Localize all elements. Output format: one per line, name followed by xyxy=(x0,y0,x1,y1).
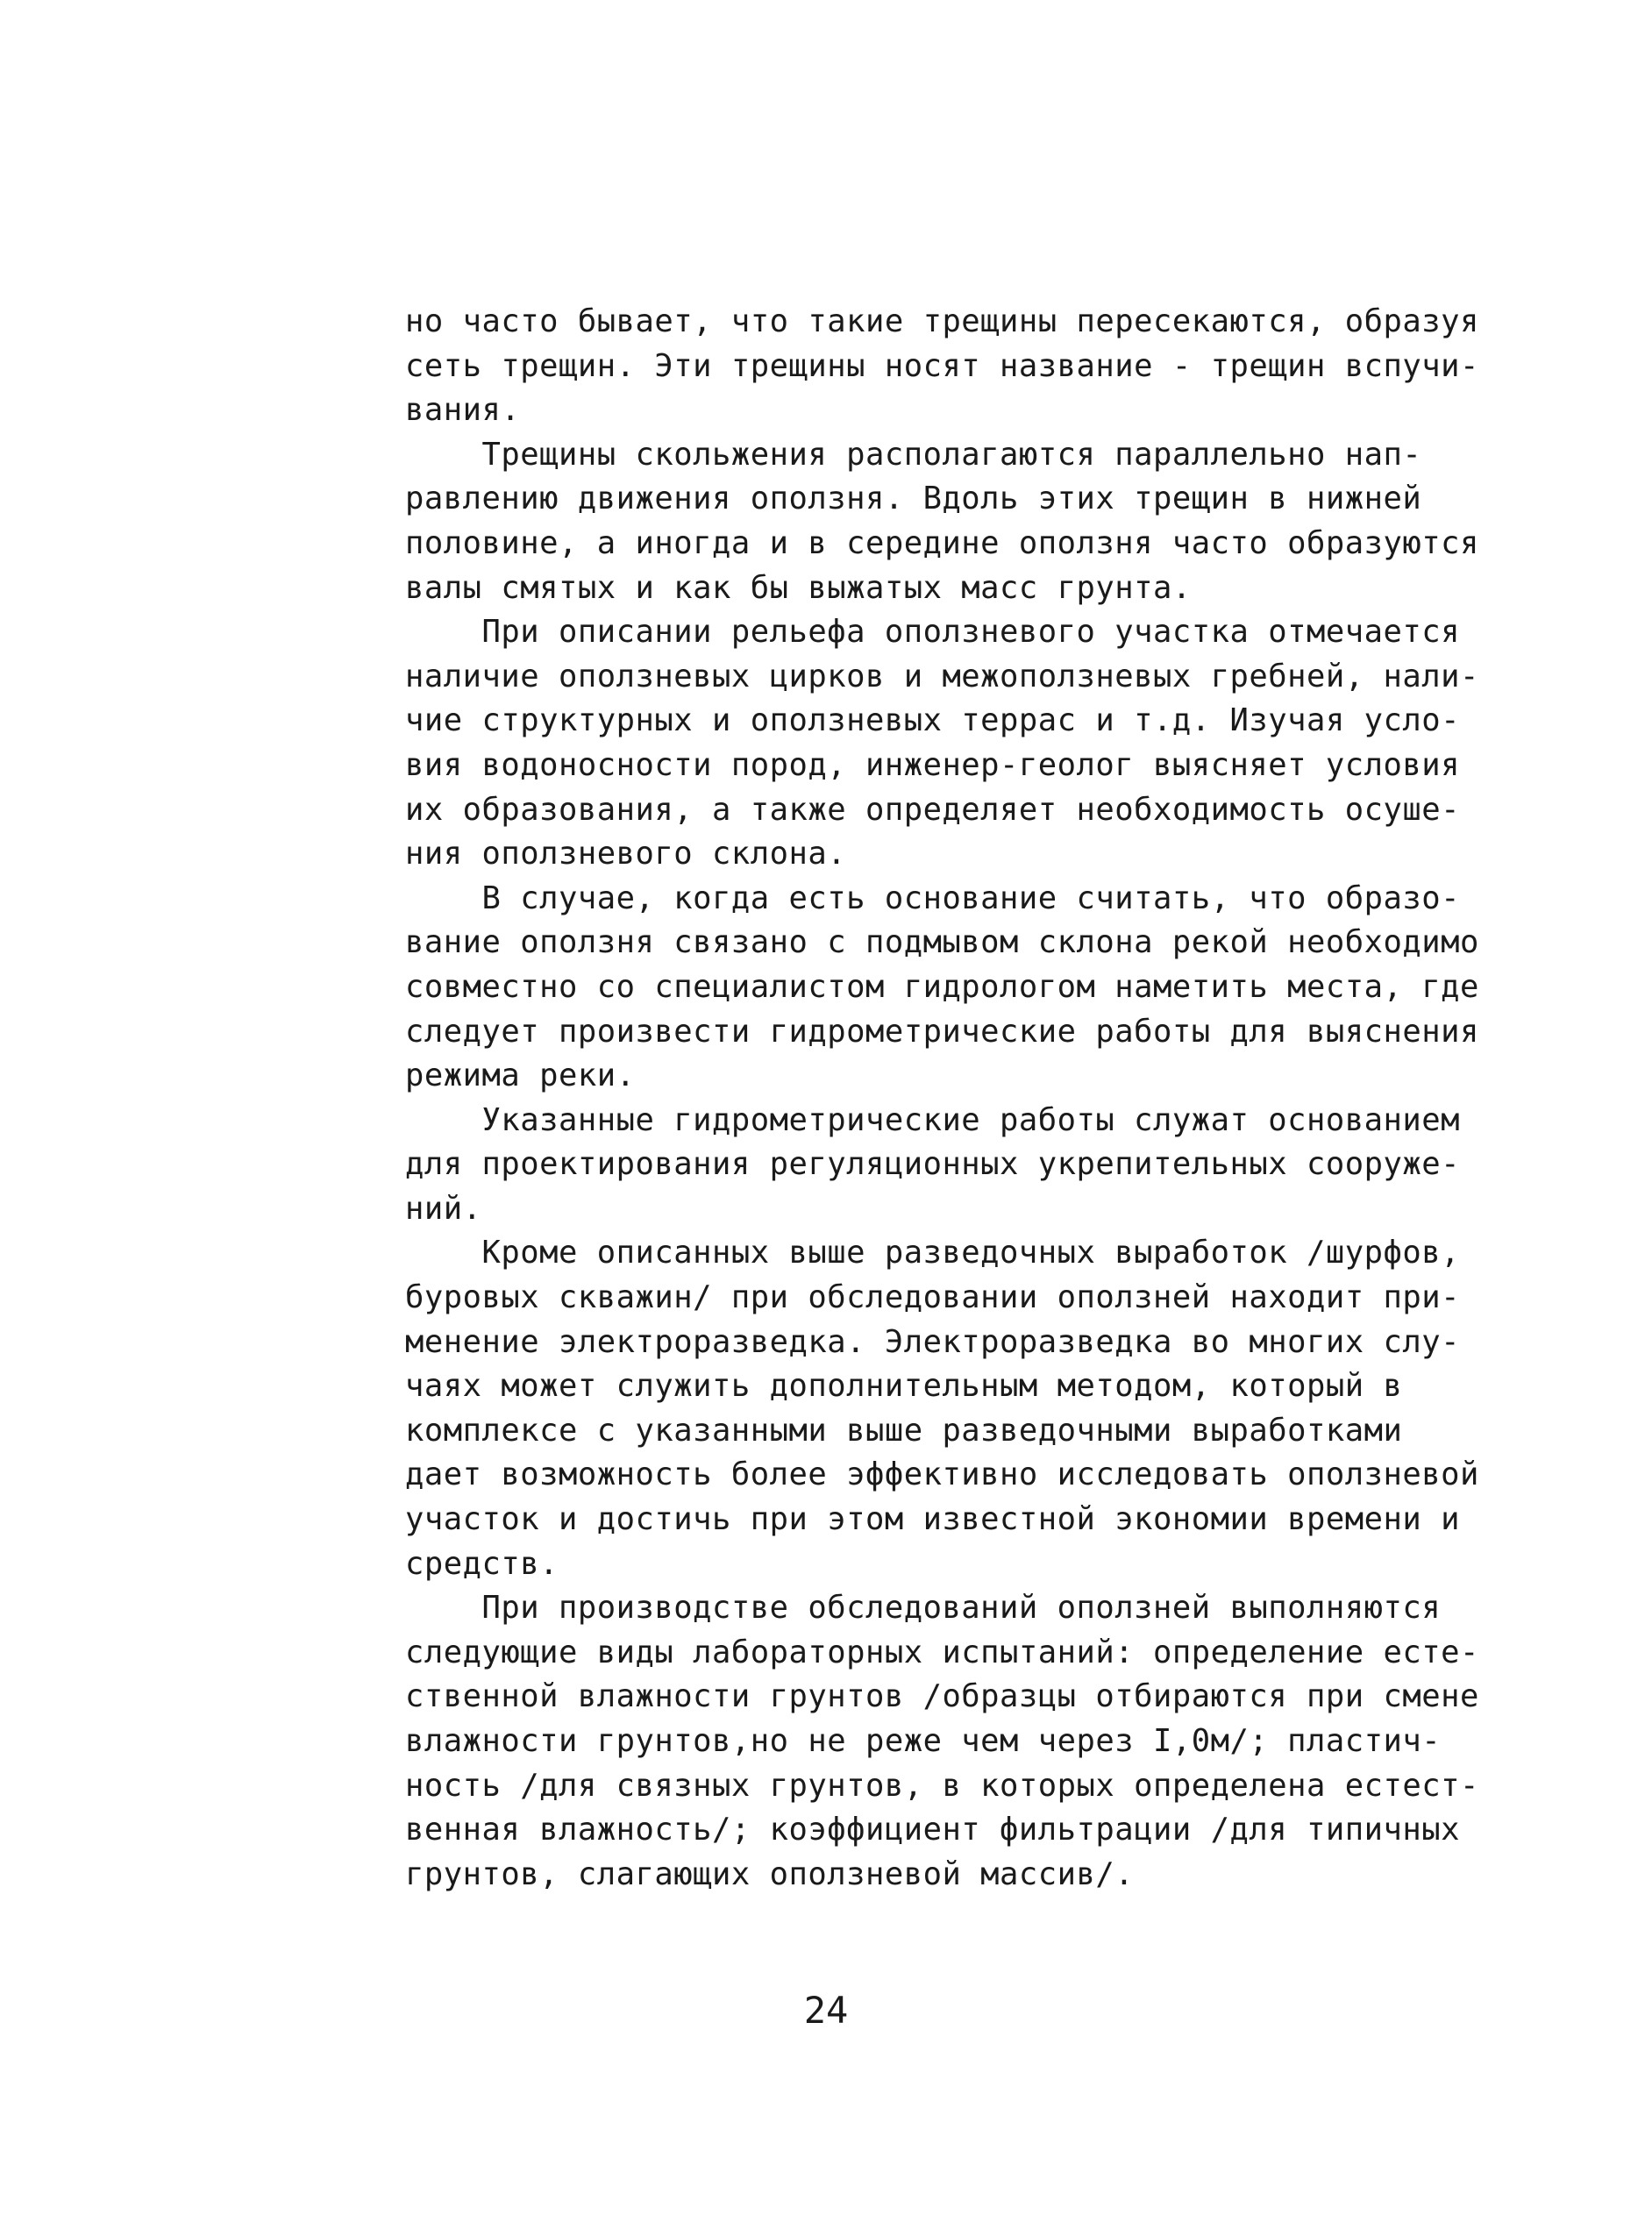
text-line: чаях может служить дополнительным методом, который в xyxy=(405,1368,1403,1405)
text-line: следует произвести гидрометрические работы для выяснения xyxy=(405,1013,1479,1050)
text-line: ний. xyxy=(405,1190,482,1227)
text-line: При описании рельефа оползневого участка отмечается xyxy=(405,614,1461,651)
page-number: 24 xyxy=(803,1989,849,2032)
text-line: половине, а иногда и в середине оползня часто образуются xyxy=(405,524,1479,561)
text-line: менение электроразведка. Электроразведка во многих слу- xyxy=(405,1323,1461,1360)
text-line: венная влажность/; коэффициент фильтрации /для типичных xyxy=(405,1812,1461,1848)
text-line: следующие виды лабораторных испытаний: определение есте- xyxy=(405,1634,1479,1670)
text-line: буровых скважин/ при обследовании оползней находит при- xyxy=(405,1279,1461,1316)
text-line: При производстве обследований оползней выполняются xyxy=(405,1590,1442,1627)
text-line: участок и достичь при этом известной экономии времени и xyxy=(405,1501,1461,1538)
text-line: совместно со специалистом гидрологом наметить места, где xyxy=(405,968,1479,1005)
text-line: вия водоносности пород, инженер-геолог выясняет условия xyxy=(405,746,1461,783)
text-line: но часто бывает, что такие трещины пересекаются, образуя xyxy=(405,303,1479,339)
text-line: режима реки. xyxy=(405,1058,636,1094)
text-line: вание оползня связано с подмывом склона рекой необходимо xyxy=(405,924,1479,961)
text-line: равлению движения оползня. Вдоль этих трещин в нижней xyxy=(405,481,1422,517)
text-line: чие структурных и оползневых террас и т.д. Изучая усло- xyxy=(405,702,1461,739)
text-line: средств. xyxy=(405,1545,559,1582)
text-line: Кроме описанных выше разведочных выработок /шурфов, xyxy=(405,1235,1461,1271)
text-line: наличие оползневых цирков и межоползневых гребней, нали- xyxy=(405,658,1479,694)
text-line: для проектирования регуляционных укрепительных сооруже- xyxy=(405,1146,1461,1183)
text-line: Трещины скольжения располагаются параллельно нап- xyxy=(405,436,1422,473)
text-line: грунтов, слагающих оползневой массив/. xyxy=(405,1855,1135,1892)
text-line: валы смятых и как бы выжатых масс грунта. xyxy=(405,569,1192,606)
text-line: вания. xyxy=(405,392,521,429)
text-line: дает возможность более эффективно исследовать оползневой xyxy=(405,1456,1479,1493)
text-line: В случае, когда есть основание считать, что образо- xyxy=(405,880,1461,916)
text-line: их образования, а также определяет необходимость осуше- xyxy=(405,791,1461,828)
text-line: Указанные гидрометрические работы служат основанием xyxy=(405,1101,1461,1138)
text-line: сеть трещин. Эти трещины носят название - трещин вспучи- xyxy=(405,347,1479,384)
text-line: ния оползневого склона. xyxy=(405,836,847,872)
text-line: ственной влажности грунтов /образцы отбираются при смене xyxy=(405,1678,1479,1715)
text-line: ность /для связных грунтов, в которых определена естест- xyxy=(405,1767,1479,1804)
body-text xyxy=(405,300,1479,1897)
text-line: комплексе с указанными выше разведочными выработками xyxy=(405,1412,1403,1449)
text-line: влажности грунтов,но не реже чем через I,0м/; пластич- xyxy=(405,1723,1442,1759)
